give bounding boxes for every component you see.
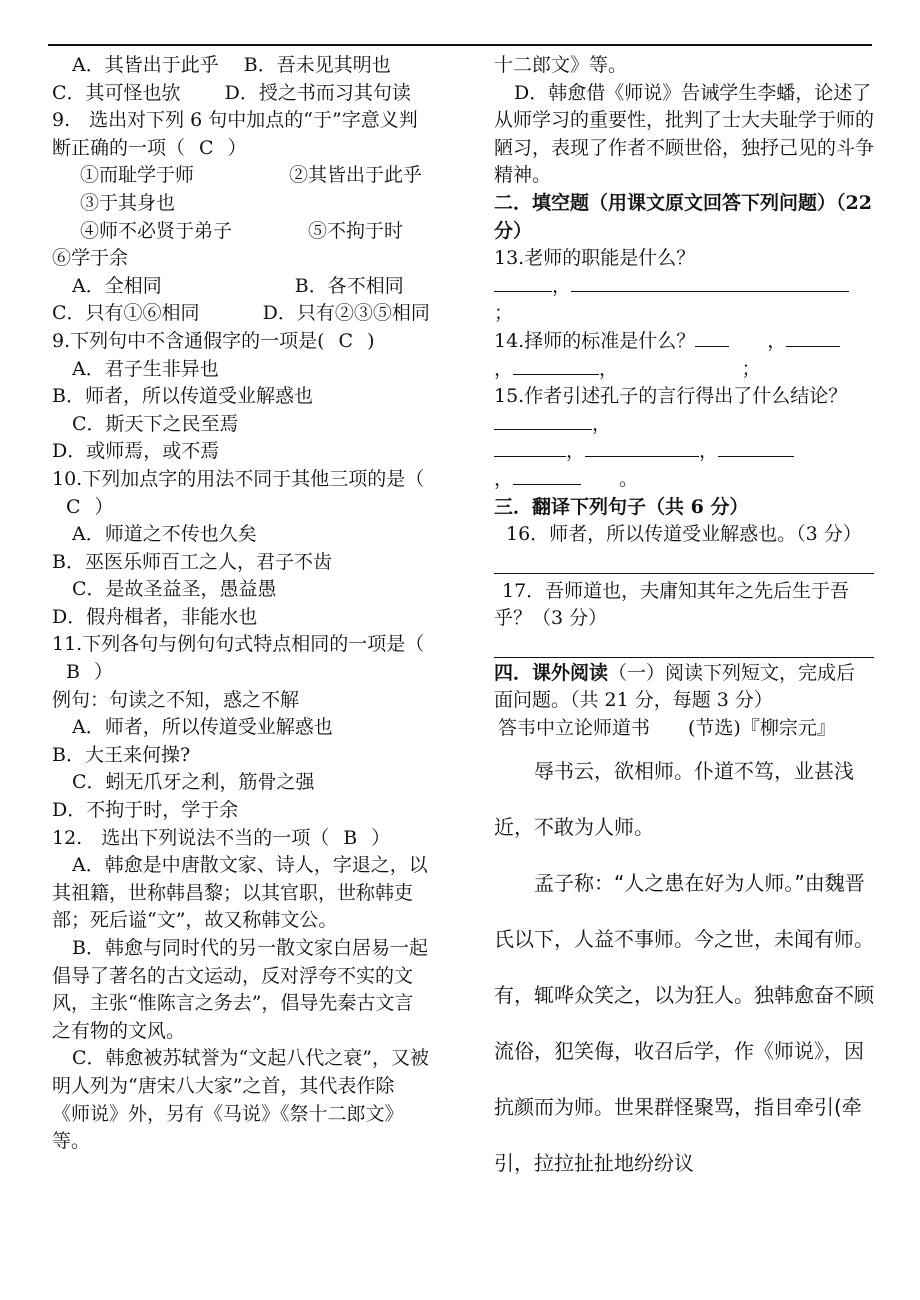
reading-title: 答韦中立论师道书 (节选)『柳宗元』 — [498, 717, 836, 740]
q11-option-a: A．师者，所以传道受业解惑也 — [72, 716, 333, 739]
reading-paragraph-2: 孟子称：“人之患在好为人师。”由魏晋氏以下，人益不事师。今之世，未闻有师。有，辄哗众笑之，以为狂人。独韩愈奋不顾流俗，犯笑侮，收召后学，作《师说》，因抗颜而为师。世果群怪聚骂，指目牵引(牵引，拉拉扯扯地纷纷议 — [494, 870, 874, 1175]
q9b-option-d: D．或师焉，或不焉 — [52, 440, 220, 463]
left-column — [52, 52, 432, 1156]
q9a-options-cd — [52, 300, 432, 328]
q9b-option-a: A．君子生非异也 — [72, 357, 219, 380]
header-rule — [48, 44, 872, 46]
q14-blank-1[interactable] — [695, 328, 729, 347]
q9a-item-6: ⑥学于余 — [52, 247, 129, 270]
q11-stem: 11.下列各句与例句句式特点相同的一项是（B ） — [52, 631, 432, 686]
q15-blank-3[interactable] — [585, 438, 699, 457]
q13-semicolon: ； — [494, 302, 514, 325]
q17-question: 17．吾师道也，夫庸知其年之先后生于吾乎？（3 分） — [494, 579, 850, 630]
q14-blank-3[interactable] — [513, 356, 599, 375]
q13-blank-2[interactable] — [571, 273, 849, 292]
q14-blank-2[interactable] — [786, 328, 840, 347]
q15-blank-4[interactable] — [718, 438, 794, 457]
q8-options-cd — [52, 80, 432, 108]
q15-blank-1[interactable] — [494, 411, 592, 430]
reading-paragraph-1: 辱书云，欲相师。仆道不笃，业甚浅近，不敢为人师。 — [494, 758, 854, 839]
q15-blank-5[interactable] — [513, 466, 581, 485]
q12-stem: 12. 选出下列说法不当的一项（ B ） — [52, 825, 432, 853]
q11-answer: B — [66, 661, 80, 684]
q9a-item-2: ②其皆出于此乎 — [289, 164, 423, 187]
q15-blank-2[interactable] — [494, 438, 566, 457]
q9a-items-row2 — [52, 190, 432, 218]
q15-row1: ， — [494, 411, 874, 439]
right-column — [494, 52, 874, 1191]
reading-passage — [494, 743, 874, 1191]
q9a-item-4: ④师不必贤于弟子 — [80, 219, 233, 242]
q9a-item-5: ⑤不拘于时 — [308, 219, 404, 242]
q10-stem: 10.下列加点字的用法不同于其他三项的是（C ） — [52, 466, 432, 521]
q9a-item-1: ①而耻学于师 — [80, 164, 195, 187]
q15-question: 15.作者引述孔子的言行得出了什么结论？ — [494, 385, 848, 408]
section-2-heading: 二．填空题（用课文原文回答下列问题）（22 分） — [494, 191, 872, 242]
q16-answer-line[interactable] — [494, 549, 874, 574]
q13-answer-lines[interactable]: ， — [494, 273, 874, 301]
q8-option-a: A．其皆出于此乎 — [72, 54, 219, 76]
q15-row2: ， ， — [494, 438, 874, 466]
q9a-stem: 9. 选出对下列 6 句中加点的“于”字意义判断正确的一项（ C ） — [52, 107, 432, 162]
q15-row3: ， 。 — [494, 467, 639, 490]
q9b-answer: C — [338, 329, 354, 352]
q9a-items-row3 — [52, 218, 432, 246]
q12-option-b: B．韩愈与同时代的另一散文家白居易一起倡导了著名的古文运动，反对浮夸不实的文风，主张“惟陈言之务去”，倡导先秦古文言之有物的文风。 — [52, 937, 428, 1042]
q12-answer: B — [343, 826, 358, 849]
q9a-option-a: A．全相同 — [72, 274, 162, 297]
q8-option-c: C．其可怪也欤 — [52, 81, 181, 104]
q10-answer: C — [66, 495, 81, 518]
q10-option-b: B．巫医乐师百工之人，君子不齿 — [52, 550, 332, 573]
q9b-stem: 9.下列句中不含通假字的一项是( C ) — [52, 328, 432, 356]
q9a-items-row1 — [52, 162, 432, 190]
q9a-answer: C — [199, 136, 214, 159]
q12-option-c: C．韩愈被苏轼誉为“文起八代之衰”，又被明人列为“唐宋八大家”之首，其代表作除《师说》外，另有《马说》《祭十二郎文》等。 — [52, 1047, 429, 1153]
q9a-options-ab — [52, 273, 432, 301]
q14-row2: ， ， ； — [494, 357, 761, 380]
q9b-option-c: C．斯天下之民至焉 — [72, 412, 239, 435]
q16-question: 16．师者，所以传道受业解惑也。（3 分） — [506, 523, 862, 546]
q8-option-d: D．授之书而习其句读 — [224, 81, 411, 104]
section-4-heading: 四．课外阅读（一）阅读下列短文，完成后面问题。（共 21 分，每题 3 分） — [494, 661, 856, 712]
q10-option-a: A．师道之不传也久矣 — [72, 523, 257, 546]
q13-blank-1[interactable] — [494, 273, 552, 292]
q9a-option-d: D．只有②③⑤相同 — [262, 302, 430, 325]
q8-options-ab — [52, 52, 432, 80]
q9b-option-b: B．师者，所以传道受业解惑也 — [52, 385, 313, 408]
q9a-option-c: C．只有①⑥相同 — [52, 302, 200, 325]
q10-option-c: C．是故圣益圣，愚益愚 — [72, 578, 277, 601]
q8-option-b: B．吾未见其明也 — [243, 54, 391, 76]
q9a-items-row4 — [52, 245, 432, 273]
q11-example: 例句：句读之不知，惑之不解 — [52, 688, 300, 711]
q14-row: 14.择师的标准是什么？ ， — [494, 328, 874, 356]
q9a-item-3: ③于其身也 — [80, 191, 176, 214]
q9a-option-b: B．各不相同 — [294, 274, 404, 297]
q12-option-d: D．韩愈借《师说》告诫学生李蟠，论述了从师学习的重要性，批判了士大夫耻学于师的陋习，表现了作者不顾世俗，独抒己见的斗争精神。 — [494, 81, 875, 187]
q12-option-a: A．韩愈是中唐散文家、诗人，字退之，以其祖籍，世称韩昌黎；以其官职，世称韩吏部；死后谥“文”，故又称韩文公。 — [52, 854, 428, 932]
q17-answer-line[interactable] — [494, 633, 874, 658]
q10-option-d: D．假舟楫者，非能水也 — [52, 605, 258, 628]
q12-option-c-tail: 十二郎文》等。 — [494, 54, 628, 76]
q11-option-b: B．大王来何操? — [52, 743, 191, 766]
section-3-heading: 三．翻译下列句子（共 6 分） — [494, 495, 749, 518]
q14-question: 14.择师的标准是什么？ — [494, 329, 696, 352]
q11-option-d: D．不拘于时，学于余 — [52, 799, 239, 822]
q13-question: 13.老师的职能是什么？ — [494, 247, 696, 270]
q11-option-c: C．蚓无爪牙之利，筋骨之强 — [72, 771, 315, 794]
